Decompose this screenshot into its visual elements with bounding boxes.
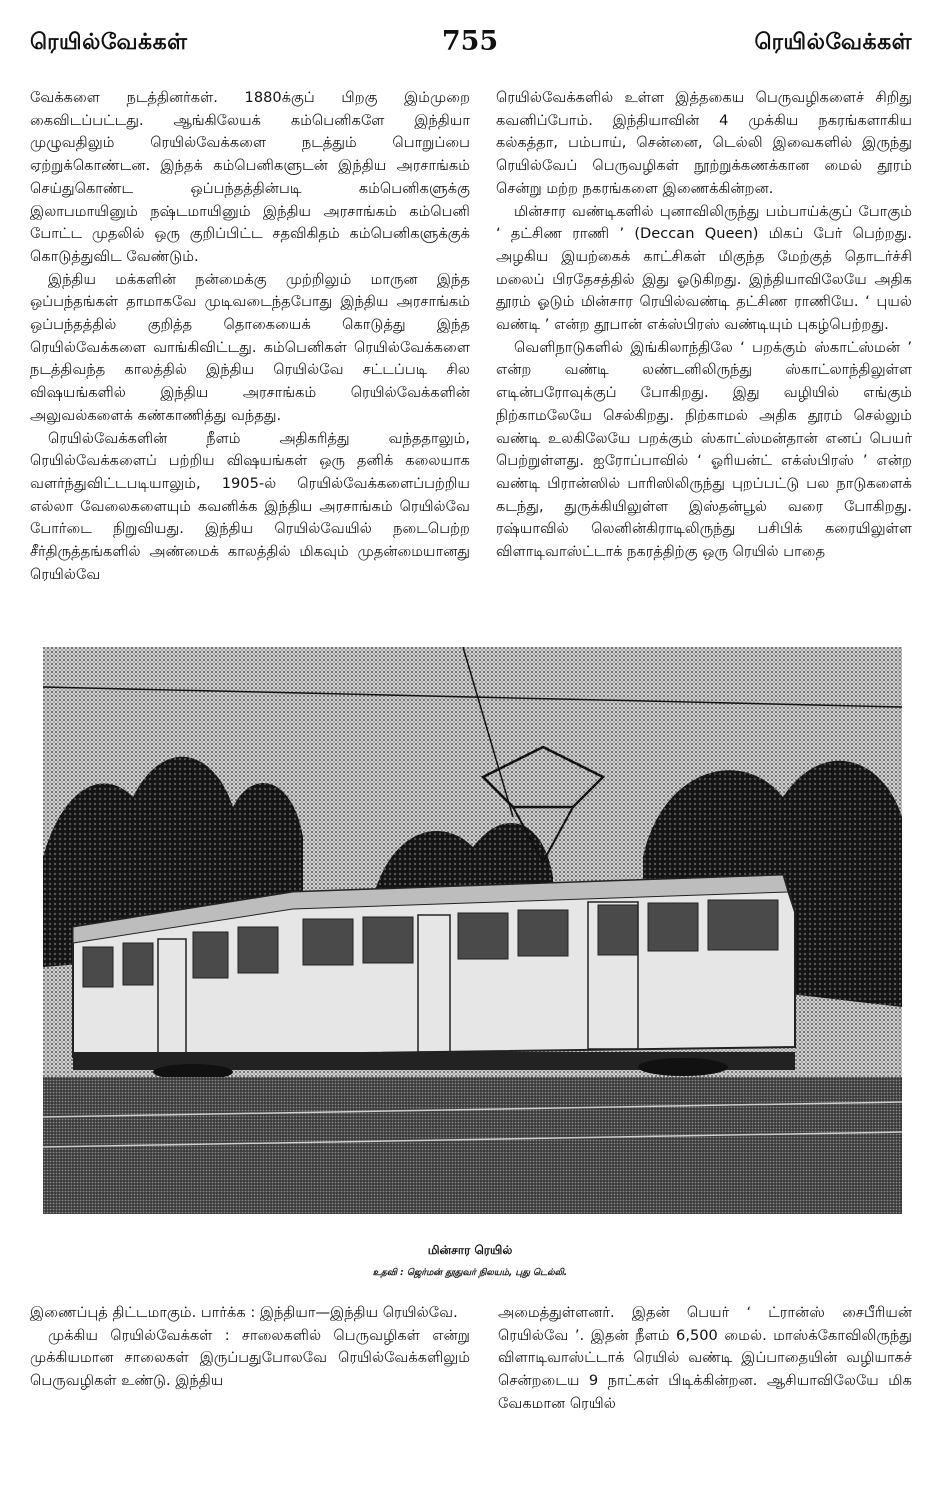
running-head-left: ரெயில்வேக்கள் <box>30 30 188 55</box>
paragraph: வேக்களை நடத்தினர்கள். 1880க்குப் பிறகு இம்முறை கைவிடப்பட்டது. ஆங்கிலேயக் கம்பெனிகளே இந்தியா முழுவதிலும் ரெயில்வேக்களை நடத்தும் பொறுப்பை ஏற்றுக்கொண்டன. இந்தக் கம்பெனிகளுடன் இந்திய அரசாங்கம் செய்துகொண்ட ஒப்பந்தத்தின்படி கம்பெனிகளுக்கு இலாபமாயினும் நஷ்டமாயினும் இந்திய அரசாங்கம் கம்பெனி போட்ட முதலில் ஒரு குறிப்பிட்ட சதவிகிதம் கம்பெனிகளுக்குக் கொடுத்துவிட வேண்டும். <box>30 89 470 265</box>
column-left-top <box>30 87 470 586</box>
column-right-top <box>496 87 912 564</box>
figure-caption: மின்சார ரெயில் <box>427 1243 513 1257</box>
page-number: 755 <box>441 26 499 57</box>
figure-credit: உதவி : ஜெர்மன் தூதுவர் நிலயம், புது டெல்லி. <box>372 1268 568 1278</box>
column-left-bottom <box>30 1302 470 1393</box>
paragraph: இணைப்புத் திட்டமாகும். பார்க்க : இந்தியா—இந்திய ரெயில்வே. <box>30 1304 458 1321</box>
page-header <box>0 26 940 66</box>
paragraph: ரெயில்வேக்களின் நீளம் அதிகரித்து வந்ததாலும், ரெயில்வேக்களைப் பற்றிய விஷயங்கள் ஒரு தனிக் கலையாக வளர்ந்துவிட்டபடியாலும், 1905-ல் ரெயில்வேக்களைப்பற்றிய எல்லா வேலைகளையும் கவனிக்க இந்திய அரசாங்கம் ரெயில்வே போர்டை நிறுவியது. இந்திய ரெயில்வேயில் நடைபெற்ற சீர்திருத்தங்களில் அண்மைக் காலத்தில் மிகவும் முதன்மையானது ரெயில்வே <box>30 429 470 583</box>
paragraph: இந்திய மக்களின் நன்மைக்கு முற்றிலும் மாருன இந்த ஒப்பந்தங்கள் தாமாகவே முடிவடைந்தபோது இந்திய அரசாங்கம் ஒப்பந்தத்தில் குறித்த தொகையைக் கொடுத்து இந்த ரெயில்வேக்களை வாங்கிவிட்டது. கம்பெனிகள் ரெயில்வேக்களை நடத்திவந்த காலத்தில் இந்திய ரெயில்வே சட்டப்படி சில விஷயங்களில் இந்திய அரசாங்கம் ரெயில்வேக்களின் அலுவல்களைக் கண்காணித்து வந்தது. <box>30 270 470 424</box>
paragraph: வெளிநாடுகளில் இங்கிலாந்திலே ‘ பறக்கும் ஸ்காட்ஸ்மன் ’ என்ற வண்டி லண்டனிலிருந்து ஸ்காட்லாந்திலுள்ள எடின்பரோவுக்குப் போகிறது. இது வழியில் எங்கும் நிற்காமலேயே செல்கிறது. நிற்காமல் அதிக தூரம் செல்லும் வண்டி உலகிலேயே பறக்கும் ஸ்காட்ஸ்மன்தான் எனப் பெயர் பெற்றுள்ளது. ஐரோப்பாவில் ‘ ஓரியன்ட் எக்ஸ்பிரஸ் ’ என்ற வண்டி பிரான்ஸில் பாரிஸிலிருந்து புறப்பட்டு பல நாடுகளைக் கடந்து, துருக்கியிலுள்ள இஸ்தன்பூல் வரை போகிறது. ரஷ்யாவில் லெனின்கிராடிலிருந்து பசிபிக் கரையிலுள்ள விளாடிவாஸ்ட்டாக் நகரத்திற்கு ஒரு ரெயில் பாதை <box>496 338 912 561</box>
running-head-right: ரெயில்வேக்கள் <box>754 30 912 55</box>
paragraph: மின்சார வண்டிகளில் புனாவிலிருந்து பம்பாய்க்குப் போகும் ‘ தட்சிண ராணி ’ (Deccan Queen) மிகப் பேர் பெற்றது. அழகிய இயற்கைக் காட்சிகள் மிகுந்த மேற்குத் தொடர்ச்சி மலைப் பிரதேசத்தில் இது ஓடுகிறது. இந்தியாவிலேயே அதிக தூரம் ஓடும் மின்சார ரெயில்வண்டி தட்சிண ராணியே. ‘ புயல் வண்டி ’ என்ற தூபான் எக்ஸ்பிரஸ் வண்டியும் புகழ்பெற்றது. <box>496 202 912 334</box>
paragraph: அமைத்துள்ளனர். இதன் பெயர் ‘ ட்ரான்ஸ் சைபீரியன் ரெயில்வே ’. இதன் நீளம் 6,500 மைல். மாஸ்க்கோவிலிருந்து விளாடிவாஸ்ட்டாக் ரெயில் வண்டி இப்பாதையின் வழியாகச் சென்றடைய 9 நாட்கள் பிடிக்கின்றன. ஆசியாவிலேயே மிக வேகமான ரெயில் <box>498 1304 912 1412</box>
tram-photograph <box>43 647 902 1214</box>
paragraph: ரெயில்வேக்களில் உள்ள இத்தகைய பெருவழிகளைச் சிறிது கவனிப்போம். இந்தியாவின் 4 முக்கிய நகரங்களாகிய கல்கத்தா, பம்பாய், சென்னை, டெல்லி இவைகளில் இருந்து ரெயில்வேப் பெருவழிகள் நூற்றுக்கணக்கான மைல் தூரம் சென்று மற்ற நகரங்களை இணைக்கின்றன. <box>496 89 912 197</box>
column-right-bottom <box>498 1302 912 1416</box>
paragraph: முக்கிய ரெயில்வேக்கள் : சாலைகளில் பெருவழிகள் என்று முக்கியமான சாலைகள் இருப்பதுபோலவே ரெயில்வேக்களிலும் பெருவழிகள் உண்டு. இந்திய <box>30 1326 470 1390</box>
